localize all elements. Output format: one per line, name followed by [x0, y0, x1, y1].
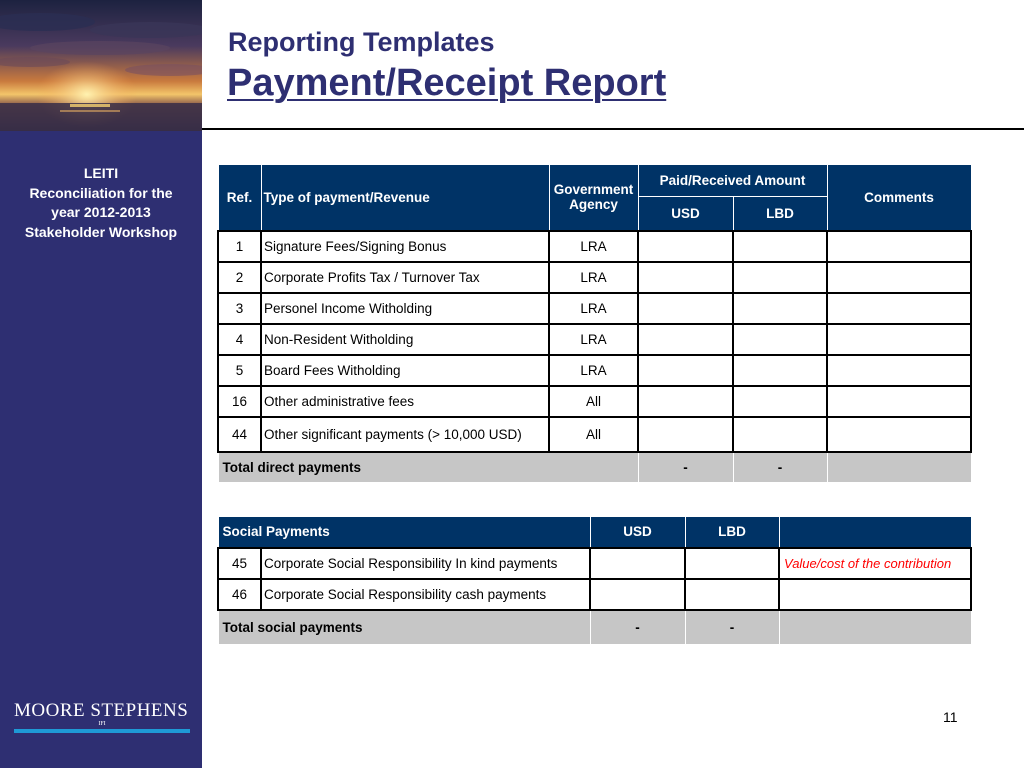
row-ref: 16 [218, 386, 261, 417]
row-ref: 2 [218, 262, 261, 293]
total-social-label: Total social payments [218, 610, 590, 645]
row-type: Signature Fees/Signing Bonus [261, 231, 549, 262]
row-comments [827, 324, 971, 355]
social-payments-table [217, 516, 972, 645]
row-agency: LRA [549, 324, 638, 355]
table-row [218, 579, 971, 610]
row-type: Personel Income Witholding [261, 293, 549, 324]
row-usd [638, 417, 733, 452]
logo-name: MOORE STEPHENS [14, 700, 189, 721]
row-ref: 5 [218, 355, 261, 386]
sidebar-line: Reconciliation for the [29, 184, 173, 201]
row-type: Other significant payments (> 10,000 USD) [261, 417, 549, 452]
slide-title: Payment/Receipt Report [227, 62, 667, 104]
col-header-lbd: LBD [733, 197, 827, 231]
table-row [218, 386, 971, 417]
row-comment: Value/cost of the contribution [779, 548, 971, 579]
row-usd [638, 231, 733, 262]
row-lbd [733, 417, 827, 452]
total-direct-label: Total direct payments [218, 452, 638, 483]
logo-bar [14, 729, 190, 733]
row-usd [638, 386, 733, 417]
row-comments [827, 293, 971, 324]
row-usd [590, 579, 685, 610]
row-agency: All [549, 417, 638, 452]
sunset-image [0, 0, 202, 131]
row-agency: LRA [549, 231, 638, 262]
row-ref: 4 [218, 324, 261, 355]
sidebar-caption [0, 164, 202, 242]
row-comments [827, 386, 971, 417]
row-comments [827, 262, 971, 293]
row-agency: LRA [549, 262, 638, 293]
row-ref: 44 [218, 417, 261, 452]
row-agency: LRA [549, 293, 638, 324]
row-usd [638, 355, 733, 386]
row-type: Corporate Social Responsibility In kind payments [261, 548, 590, 579]
col-header-agency [549, 165, 638, 231]
col-header-agency-line: Agency [569, 197, 618, 213]
row-ref: 45 [218, 548, 261, 579]
row-usd [590, 548, 685, 579]
col-header-amount: Paid/Received Amount [638, 165, 827, 197]
social-header-usd: USD [590, 517, 685, 548]
row-usd [638, 262, 733, 293]
col-header-type-label: Type of payment/Revenue [263, 189, 430, 205]
total-social-lbd: - [685, 610, 779, 645]
row-usd [638, 293, 733, 324]
row-usd [638, 324, 733, 355]
row-type: Corporate Social Responsibility cash payments [261, 579, 590, 610]
sidebar-line: Stakeholder Workshop [24, 223, 178, 240]
row-ref: 1 [218, 231, 261, 262]
direct-payments-table [217, 164, 972, 483]
row-lbd [733, 231, 827, 262]
row-type: Board Fees Witholding [261, 355, 549, 386]
col-header-ref: Ref. [218, 165, 261, 231]
row-comments [827, 355, 971, 386]
col-header-type [261, 165, 549, 231]
col-header-comments: Comments [827, 165, 971, 231]
table-row [218, 548, 971, 579]
row-lbd [733, 293, 827, 324]
row-type: Other administrative fees [261, 386, 549, 417]
col-header-agency-line: Government [553, 182, 634, 198]
logo-subtext: IFI [98, 721, 106, 727]
slide-kicker: Reporting Templates [228, 27, 495, 57]
table-row [218, 355, 971, 386]
row-comments [827, 417, 971, 452]
row-ref: 46 [218, 579, 261, 610]
row-comment [779, 579, 971, 610]
row-lbd [733, 324, 827, 355]
row-lbd [733, 386, 827, 417]
social-header-comments [779, 517, 971, 548]
moore-stephens-logo [14, 700, 192, 733]
sidebar [0, 0, 202, 768]
row-lbd [685, 579, 779, 610]
row-type: Corporate Profits Tax / Turnover Tax [261, 262, 549, 293]
social-header-title: Social Payments [218, 517, 590, 548]
page-number: 11 [943, 709, 958, 725]
row-agency: All [549, 386, 638, 417]
table-row [218, 231, 971, 262]
sidebar-line: year 2012-2013 [51, 204, 151, 220]
total-social-comments [779, 610, 971, 645]
row-agency: LRA [549, 355, 638, 386]
total-direct-lbd: - [733, 452, 827, 483]
total-direct-comments [827, 452, 971, 483]
social-header-lbd: LBD [685, 517, 779, 548]
table-row [218, 417, 971, 452]
sidebar-line: LEITI [83, 165, 119, 181]
row-type: Non-Resident Witholding [261, 324, 549, 355]
row-lbd [685, 548, 779, 579]
row-lbd [733, 355, 827, 386]
row-ref: 3 [218, 293, 261, 324]
col-header-usd: USD [638, 197, 733, 231]
table-row [218, 262, 971, 293]
title-divider [202, 128, 1024, 130]
row-lbd [733, 262, 827, 293]
total-direct-usd: - [638, 452, 733, 483]
row-comments [827, 231, 971, 262]
table-row [218, 324, 971, 355]
table-row [218, 293, 971, 324]
total-social-usd: - [590, 610, 685, 645]
